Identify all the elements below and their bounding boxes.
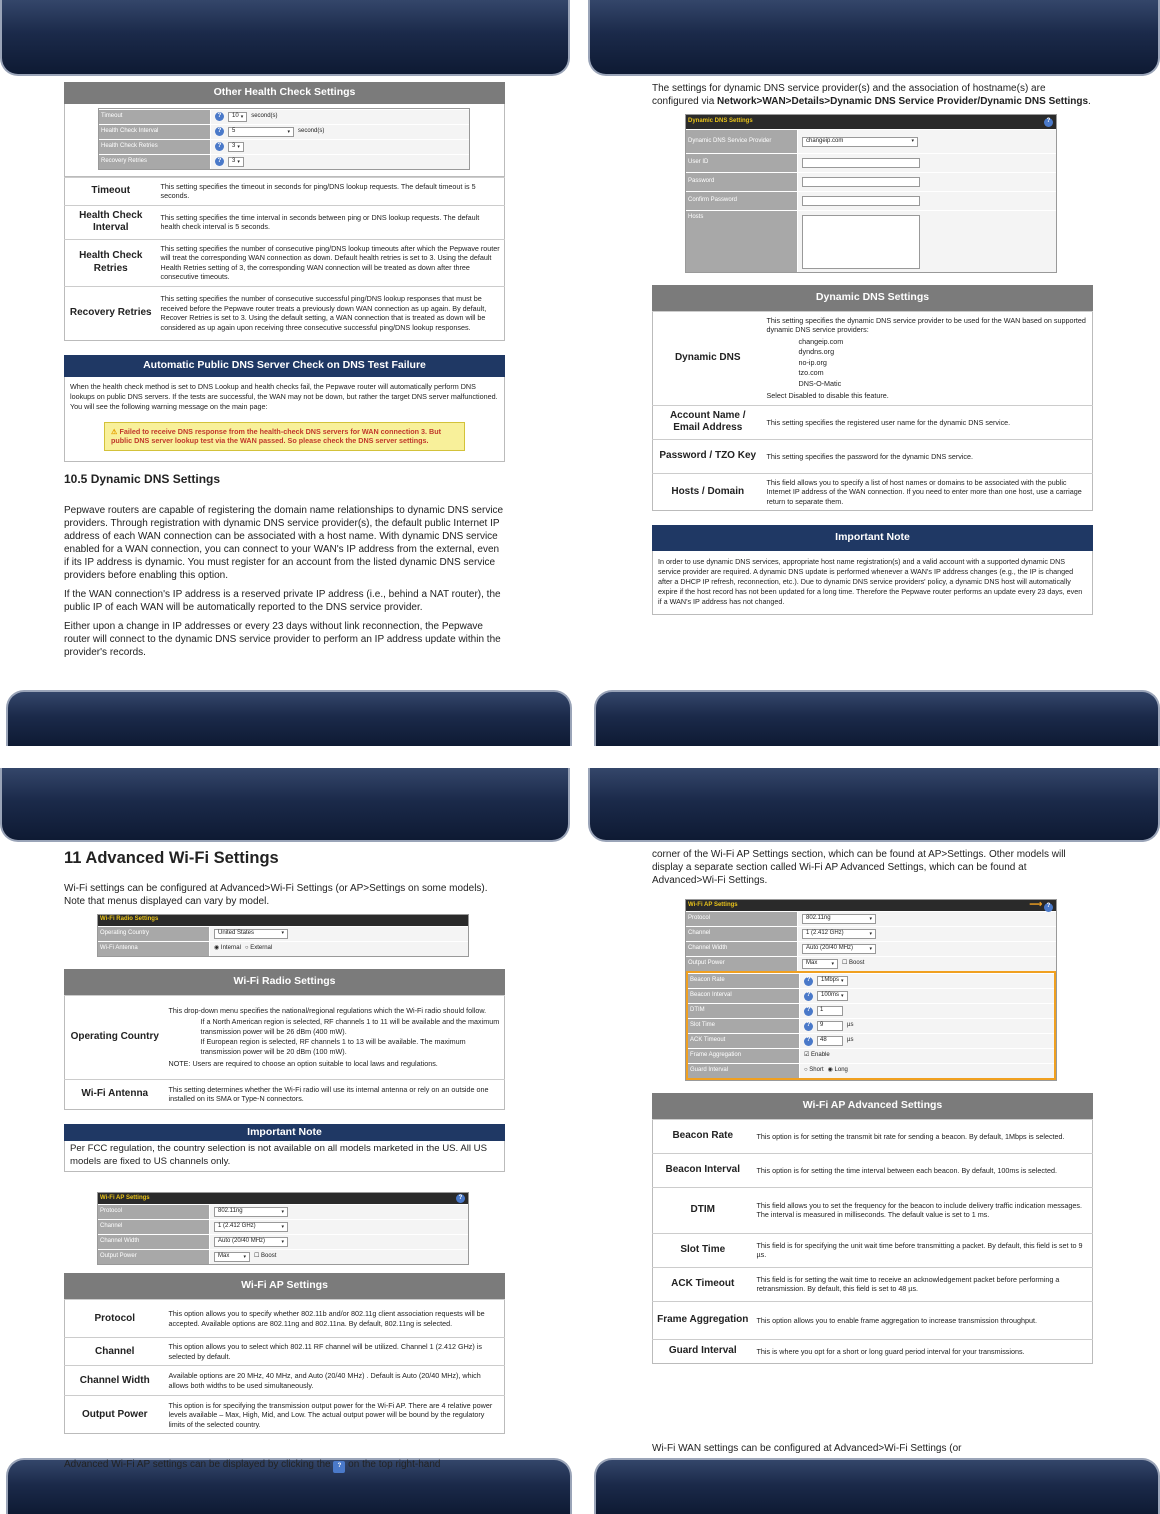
frame-aggregation-checkbox[interactable]: ☑ Enable <box>804 1052 830 1059</box>
text-p2-rows-1-l: Account Name / Email Address <box>653 405 763 439</box>
help-icon: ? <box>804 1037 813 1046</box>
radio-long[interactable]: ◉ Long <box>827 1067 848 1074</box>
text-p1-ohc-1-l: Health Check Interval <box>65 205 157 239</box>
page-header-band <box>0 768 570 842</box>
text-p3-ant_desc: This setting determines whether the Wi-Fi radio will use its internal antenna or rely on an outside one installed on its SMA or Type-N connectors. <box>165 1079 505 1109</box>
page-header-band <box>0 0 570 76</box>
text-p1-ohc-1-d: This setting specifies the time interval in seconds between ping or DNS lookup requests. The default health check interval is 5 seconds. <box>157 205 505 239</box>
hosts-textarea[interactable] <box>802 215 920 269</box>
text-p4-shot-rows-8-k: ACK Timeout <box>688 1034 800 1048</box>
text-p2-rows-2-l: Password / TZO Key <box>653 439 763 473</box>
wifi-wan-tail: Wi-Fi WAN settings can be configured at Advanced>Wi-Fi Settings (or <box>652 1442 962 1454</box>
text-p4-shot-rows-10-w: Long <box>834 1067 848 1074</box>
slot-time-input[interactable]: 9 <box>817 1021 843 1031</box>
retries-select[interactable]: 3 ▾ <box>228 142 244 152</box>
text-p4-shot-rows-3-x: Boost <box>849 960 865 967</box>
output-power-select[interactable]: Max ▾ <box>214 1252 250 1262</box>
text-p2-providers-0: changeip.com <box>798 336 844 346</box>
text-p3-tail_b: on the top right-hand <box>345 1459 441 1471</box>
text-p3-shot2-rows-1-k: Channel <box>98 1220 210 1234</box>
text-p4-shot-rows-0-k: Protocol <box>686 912 798 926</box>
help-icon: ? <box>804 1022 813 1031</box>
text-p2-shot-confirm: Confirm Password <box>686 192 798 210</box>
text-p4-shot-rows-9-k: Frame Aggregation <box>688 1049 800 1063</box>
wifi-ap-advanced-screenshot <box>685 899 1057 1081</box>
text-p3-ap_rows-2-l: Channel Width <box>65 1366 165 1396</box>
text-p3-shot1-r2a: Internal <box>220 944 241 951</box>
text-p4-rows-6-d: This is where you opt for a short or long guard period interval for your transmissions. <box>753 1339 1093 1363</box>
help-icon: ? <box>215 127 224 136</box>
boost-checkbox[interactable]: ☐ Boost <box>842 960 865 967</box>
ddns-provider-select[interactable]: changeip.com ▾ <box>802 137 918 147</box>
warning-icon: ⚠ <box>111 426 120 436</box>
text-p3-oc_note: NOTE: Users are required to choose an option suitable to local laws and regulations. <box>168 1059 438 1069</box>
text-p3-ap_rows-1-l: Channel <box>65 1338 165 1366</box>
text-p4-rows-2-d: This field allows you to set the frequency for the beacon to include delivery traffic indication messages. The interval is measured in milliseconds. The default value is set to 1 ms. <box>753 1187 1093 1233</box>
text-p2-providers-4: DNS-O-Matic <box>798 378 842 388</box>
text-p4-shot-rows-10-k: Guard Interval <box>688 1064 800 1078</box>
user-id-input[interactable] <box>802 158 920 168</box>
ddns-table-title: Dynamic DNS Settings <box>652 285 1093 311</box>
dns-warning-message <box>104 422 465 451</box>
text-p1-shot-rows-0-u: second(s) <box>251 112 278 119</box>
page-footer-band <box>594 1458 1160 1514</box>
channel-select[interactable]: 1 (2.412 GHz) ▾ <box>802 929 876 939</box>
help-icon: ? <box>804 1007 813 1016</box>
text-p2-providers-1: dyndns.org <box>798 347 835 357</box>
text-p3-shot1-r2k: Wi-Fi Antenna <box>98 942 210 956</box>
radio-external[interactable]: ○ External <box>244 944 273 951</box>
beacon-rate-select[interactable]: 1Mbps ▾ <box>817 976 848 986</box>
wifi-note-title: Important Note <box>64 1124 505 1142</box>
section-11-heading: 11 Advanced Wi-Fi Settings <box>64 849 279 867</box>
text-p2-providers-3: tzo.com <box>798 368 824 378</box>
text-p1-ohc-2-d: This setting specifies the number of consecutive ping/DNS lookup timeouts after which the Pepwave router will treat the corresponding WAN connection as down. Default health retries is set to 3. Using the default Health Retries setting of 3, the corresponding WAN connection will be treated as down after three consecutive timeouts. <box>157 239 505 286</box>
wifi-adv-intro: corner of the Wi-Fi AP Settings section, which can be found at AP>Settings. Other models will display a separate section called Wi-Fi AP Advanced Settings, which can be found at Advanced>Wi-Fi Settings. <box>652 849 1066 886</box>
protocol-select[interactable]: 802.11ng ▾ <box>214 1207 288 1217</box>
text-p4-rows-2-l: DTIM <box>653 1187 753 1233</box>
text-p3-oc_items-1: If European region is selected, RF channels 1 to 13 will be available. The maximum transmission power will be 20 dBm (100 mW). <box>200 1037 466 1056</box>
recovery-select[interactable]: 3 ▾ <box>228 157 244 167</box>
text-p4-rows-5-d: This option allows you to enable frame aggregation to increase transmission throughput. <box>753 1301 1093 1339</box>
text-p4-shot-title: Wi-Fi AP Settings <box>688 901 738 908</box>
text-p1-ohc-0-d: This setting specifies the timeout in seconds for ping/DNS lookup requests. The default timeout is 5 seconds. <box>157 177 505 205</box>
text-p4-shot-rows-2-k: Channel Width <box>686 942 798 956</box>
text-p3-ap_rows-2-d: Available options are 20 MHz, 40 MHz, and Auto (20/40 MHz) . Default is Auto (20/40 MHz), which allows both widths to be used simultaneously. <box>165 1366 505 1396</box>
text-p3-tail_a: Advanced Wi-Fi AP settings can be displayed by clicking the <box>64 1459 334 1471</box>
text-p1-adns_text: When the health check method is set to DNS Lookup and health checks fail, the Pepwave router will automatically perform DNS lookups on public DNS servers. If the tests are successful, the WAN may not be down, but rather the target DNS server malfunctioned. You will see the following warning message on the main page: <box>70 381 498 411</box>
wifi-ap-screenshot <box>97 1192 469 1265</box>
text-p4-shot-rows-7-u: µs <box>847 1022 854 1029</box>
text-p4-rows-0-l: Beacon Rate <box>653 1119 753 1153</box>
text-p3-shot2-rows-3-x: Boost <box>261 1253 277 1260</box>
text-p3-shot1-r2b: External <box>250 944 273 951</box>
paragraph: Pepwave routers are capable of registering the domain name relationships to dynamic DNS service providers. Through registration with dynamic DNS service provider(s), the default public Internet IP address of each WAN connection can be associated with a host name. With dynamic DNS service enabled for a WAN connection, you can connect to your WAN's IP address from the external, even if its IP address is dynamic. You must register for an account from the listed dynamic DNS service providers before enabling this option. <box>64 504 504 581</box>
wifi-radio-title: Wi-Fi Radio Settings <box>64 969 505 995</box>
ddns-table <box>652 311 1093 512</box>
page-3 <box>64 848 505 1479</box>
protocol-select[interactable]: 802.11ng ▾ <box>802 914 876 924</box>
text-p2-providers-2: no-ip.org <box>798 357 827 367</box>
text-p2-rows-1-d: This setting specifies the registered user name for the dynamic DNS service. <box>763 405 1093 439</box>
text-p3-oc_label: Operating Country <box>65 995 165 1079</box>
other-health-check-table <box>64 177 505 341</box>
channel-width-select[interactable]: Auto (20/40 MHz) ▾ <box>214 1237 288 1247</box>
text-p4-shot-rows-5-k: Beacon Interval <box>688 989 800 1003</box>
text-p1-ohc-0-l: Timeout <box>65 177 157 205</box>
text-p1-shot-rows-1-u: second(s) <box>298 127 325 134</box>
text-p3-oc_lead: This drop-down menu specifies the national/regional regulations which the Wi-Fi radio should follow. <box>168 1005 487 1015</box>
text-p4-rows-0-d: This option is for setting the transmit bit rate for sending a beacon. By default, 1Mbps is selected. <box>753 1119 1093 1153</box>
text-p2-shot-pass: Password <box>686 173 798 191</box>
health-check-screenshot <box>98 108 470 170</box>
dtim-input[interactable]: 1 <box>817 1006 843 1016</box>
text-p3-shot2-rows-3-k: Output Power <box>98 1250 210 1264</box>
wifi-radio-screenshot <box>97 914 469 957</box>
text-p3-ap_rows-0-d: This option allows you to specify whether 802.11b and/or 802.11g client association requests will be accepted. Available options are 802.11ng and 802.11na. By default, 802.11ng is selected. <box>165 1300 505 1338</box>
beacon-interval-select[interactable]: 100ms ▾ <box>817 991 848 1001</box>
text-p4-shot-rows-8-u: µs <box>847 1037 854 1044</box>
page-2 <box>652 82 1093 615</box>
text-p4-shot-rows-6-k: DTIM <box>688 1004 800 1018</box>
text-p2-rows-0-l: Dynamic DNS <box>653 311 763 405</box>
help-icon: ? <box>804 977 813 986</box>
other-health-check-title: Other Health Check Settings <box>64 82 505 104</box>
paragraph: If the WAN connection's IP address is a reserved private IP address (i.e., behind a NAT router), the public IP of each WAN will be automatically reported to the DNS service provider. <box>64 588 501 613</box>
text-p3-shot2-title: Wi-Fi AP Settings <box>100 1194 150 1201</box>
text-p2-intro_a: The settings for dynamic DNS service provider(s) and the association of hostname(s) are configured via <box>652 83 1046 107</box>
text-p2-shot-title: Dynamic DNS Settings <box>688 118 753 125</box>
page-footer-band <box>6 690 572 746</box>
wifi-intro: Wi-Fi settings can be configured at Advanced>Wi-Fi Settings (or AP>Settings on some models). Note that menus displayed can vary by model. <box>64 882 488 907</box>
text-p4-rows-4-l: ACK Timeout <box>653 1267 753 1301</box>
text-p2-intro_c: . <box>1088 96 1091 107</box>
text-p2-intro_b: Network>WAN>Details>Dynamic DNS Service Provider/Dynamic DNS Settings <box>717 96 1089 107</box>
text-p4-rows-6-l: Guard Interval <box>653 1339 753 1363</box>
text-p3-ap_rows-1-d: This option allows you to select which 802.11 RF channel will be utilized. Channel 1 (2.412 GHz) is selected by default. <box>165 1338 505 1366</box>
text-p4-shot-rows-7-k: Slot Time <box>688 1019 800 1033</box>
wifi-advanced-tail <box>64 1458 505 1473</box>
output-power-select[interactable]: Max ▾ <box>802 959 838 969</box>
radio-short[interactable]: ○ Short <box>804 1067 824 1074</box>
text-p4-rows-3-d: This field is for specifying the unit wait time before transmitting a packet. By default, this field is set to 9 µs. <box>753 1233 1093 1267</box>
page-1 <box>64 82 505 665</box>
text-p4-rows-5-l: Frame Aggregation <box>653 1301 753 1339</box>
text-p2-shot-provider_label: Dynamic DNS Service Provider <box>686 130 798 153</box>
ddns-intro <box>652 82 1093 108</box>
wifi-radio-table <box>64 995 505 1110</box>
wifi-ap-advanced-table <box>652 1119 1093 1364</box>
text-p3-shot1-r1k: Operating Country <box>98 927 210 941</box>
ddns-note-title: Important Note <box>652 525 1093 551</box>
text-p2-rows-3-l: Hosts / Domain <box>653 473 763 511</box>
text-p3-shot2-rows-2-k: Channel Width <box>98 1235 210 1249</box>
help-icon: ? <box>215 142 224 151</box>
text-p2-rows-2-d: This setting specifies the password for the dynamic DNS service. <box>763 439 1093 473</box>
text-p4-rows-1-l: Beacon Interval <box>653 1153 753 1187</box>
text-p4-shot-rows-3-k: Output Power <box>686 957 798 971</box>
auto-dns-check-title: Automatic Public DNS Server Check on DNS Test Failure <box>64 355 505 377</box>
ddns-note: In order to use dynamic DNS services, appropriate host name registration(s) and a valid account with a supported dynamic DNS service provider are required. A dynamic DNS update is performed whenever a WAN's IP address changes (e.g., the IP is changed after a DHCP IP refresh, reconnection, etc.). Due to dynamic DNS service providers' policy, a dynamic DNS host will automatically expire if the host record has not been updated for a long time. Therefore the Pepwave router performs an update every 23 days, even if a WAN's IP address has not changed. <box>652 551 1093 615</box>
arrow-icon: ⟶ <box>1029 899 1043 910</box>
text-p1-ohc-3-l: Recovery Retries <box>65 286 157 340</box>
shot-label: Recovery Retries <box>99 155 211 169</box>
page-header-band <box>588 768 1160 842</box>
text-p4-rows-3-l: Slot Time <box>653 1233 753 1267</box>
text-p1-ohc-3-d: This setting specifies the number of consecutive successful ping/DNS lookup responses that must be received before the Pepwave router treats a previously down WAN connection as up again. By default, Recover Retries is set to 3. Using the default setting, a WAN connection that is treated as down will be considered as up again upon receiving three consecutive successful ping/DNS lookup responses. <box>157 286 505 340</box>
help-icon: ? <box>456 1194 465 1203</box>
text-p3-ap_rows-0-l: Protocol <box>65 1300 165 1338</box>
text-p2-ddns_tail: Select Disabled to disable this feature. <box>766 391 889 401</box>
text-p4-rows-4-d: This field is for setting the wait time to receive an acknowledgement packet before performing a retransmission. By default, this field is set to 48 µs. <box>753 1267 1093 1301</box>
interval-select[interactable]: 5 ▾ <box>228 127 294 137</box>
text-p3-shot2-rows-0-k: Protocol <box>98 1205 210 1219</box>
text-p2-ddns_lead: This setting specifies the dynamic DNS service provider to be used for the WAN based on supported dynamic DNS service providers: <box>766 315 1086 335</box>
country-select[interactable]: United States ▾ <box>214 929 288 939</box>
help-icon: ? <box>215 112 224 121</box>
text-p3-ap_rows-3-l: Output Power <box>65 1396 165 1434</box>
text-p4-shot-rows-10-v: Short <box>809 1067 824 1074</box>
text-p1-warn: Failed to receive DNS response from the health-check DNS servers for WAN connection 3. But public DNS server lookup test via the WAN passed. So please check the DNS server settings. <box>111 426 441 446</box>
text-p3-oc_items-0: If a North American region is selected, RF channels 1 to 11 will be available and the maximum transmission power will be 26 dBm (400 mW). <box>200 1017 500 1036</box>
text-p4-rows-1-d: This option is for setting the time interval between each beacon. By default, 100ms is selected. <box>753 1153 1093 1187</box>
ack-timeout-input[interactable]: 48 <box>817 1036 843 1046</box>
timeout-select[interactable]: 10 ▾ <box>228 112 247 122</box>
text-p3-shot1-title: Wi-Fi Radio Settings <box>100 916 159 923</box>
paragraph: Either upon a change in IP addresses or every 23 days without link reconnection, the Pepwave router will connect to the dynamic DNS service provider to perform an IP address update within the provider's records. <box>64 620 501 658</box>
shot-label: Health Check Retries <box>99 140 211 154</box>
settings-icon: ? <box>333 1461 345 1473</box>
boost-checkbox[interactable]: ☐ Boost <box>254 1253 277 1260</box>
text-p4-shot-rows-1-k: Channel <box>686 927 798 941</box>
text-p3-ap_rows-3-d: This option is for specifying the transmission output power for the Wi-Fi AP. There are 4 relative power levels available – Max, High, Mid, and Low. The actual output power will be bound by the regulatory limits of the selected country. <box>165 1396 505 1434</box>
text-p2-rows-3-d: This field allows you to specify a list of host names or domains to be associated with the public Internet IP address of the WAN connection. If you need to enter more than one host, use a carriage return to separate them. <box>763 473 1093 511</box>
shot-label: Health Check Interval <box>99 125 211 139</box>
text-p2-shot-hosts: Hosts <box>686 211 798 272</box>
text-p4-shot-rows-4-k: Beacon Rate <box>688 974 800 988</box>
text-p3-ant_label: Wi-Fi Antenna <box>65 1079 165 1109</box>
channel-select[interactable]: 1 (2.412 GHz) ▾ <box>214 1222 288 1232</box>
text-p1-ohc-2-l: Health Check Retries <box>65 239 157 286</box>
help-icon: ? <box>215 157 224 166</box>
radio-internal[interactable]: ◉ Internal <box>214 944 241 951</box>
help-icon: ? <box>1044 118 1053 127</box>
help-icon: ? <box>804 992 813 1001</box>
auto-dns-check-box <box>64 377 505 462</box>
channel-width-select[interactable]: Auto (20/40 MHz) ▾ <box>802 944 876 954</box>
page-header-band <box>588 0 1160 76</box>
wifi-note: Per FCC regulation, the country selection is not available on all models marketed in the US. All US models are fixed to US channels only. <box>64 1141 505 1172</box>
text-p2-shot-user: User ID <box>686 154 798 172</box>
help-icon: ? <box>1044 903 1053 912</box>
wifi-ap-table <box>64 1299 505 1434</box>
wifi-ap-title: Wi-Fi AP Settings <box>64 1273 505 1299</box>
section-10-5-heading: 10.5 Dynamic DNS Settings <box>64 471 221 486</box>
confirm-password-input[interactable] <box>802 196 920 206</box>
page-footer-band <box>594 690 1160 746</box>
ddns-screenshot <box>685 114 1057 273</box>
text-p4-shot-rows-9-v: Enable <box>811 1052 830 1059</box>
shot-label: Timeout <box>99 110 211 124</box>
page-4 <box>652 848 1093 1461</box>
wifi-ap-advanced-title: Wi-Fi AP Advanced Settings <box>652 1093 1093 1119</box>
password-input[interactable] <box>802 177 920 187</box>
